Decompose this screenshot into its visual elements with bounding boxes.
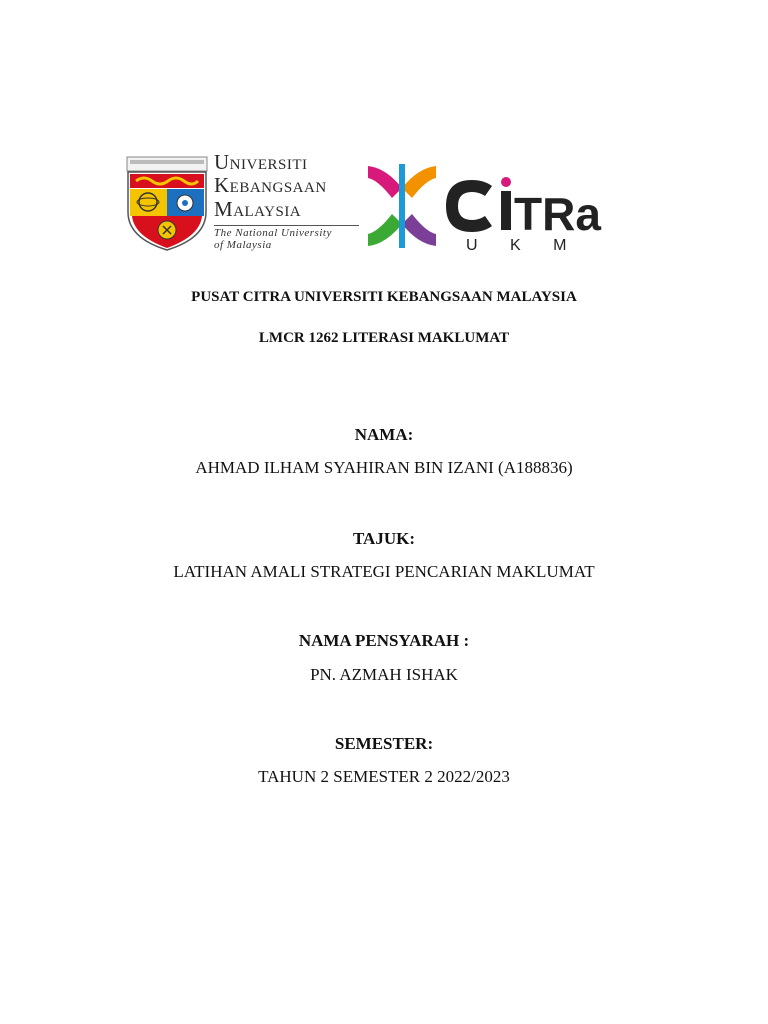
- ukm-wordmark-line-1: UNIVERSITI: [214, 150, 308, 174]
- title-value: LATIHAN AMALI STRATEGI PENCARIAN MAKLUMAT: [173, 562, 595, 581]
- ukm-wordmark-line-3: MALAYSIA: [214, 197, 302, 221]
- logo-band: [126, 150, 601, 256]
- name-value: AHMAD ILHAM SYAHIRAN BIN IZANI (A188836): [195, 458, 573, 477]
- citra-sub: U K M: [466, 237, 581, 254]
- course-heading: LMCR 1262 LITERASI MAKLUMAT: [258, 330, 510, 346]
- lecturer-value: PN. AZMAH ISHAK: [310, 665, 458, 684]
- ukm-wordmark: [214, 152, 359, 256]
- citra-wordmark: TRa: [514, 188, 601, 240]
- semester-label: SEMESTER:: [334, 734, 434, 753]
- citra-ukm-logo: [366, 160, 601, 254]
- ukm-crest-logo: [126, 156, 208, 252]
- ukm-wordmark-line-2: KEBANGSAAN: [214, 173, 327, 197]
- ukm-tagline: The National University of Malaysia: [214, 227, 332, 251]
- lecturer-label: NAMA PENSYARAH :: [298, 631, 470, 650]
- semester-value: TAHUN 2 SEMESTER 2 2022/2023: [258, 767, 510, 786]
- ukm-wordmark-rule: [214, 225, 359, 226]
- organization-heading: PUSAT CITRA UNIVERSITI KEBANGSAAN MALAYSIA: [191, 289, 577, 305]
- title-label: TAJUK:: [352, 529, 415, 548]
- name-label: NAMA:: [354, 425, 414, 444]
